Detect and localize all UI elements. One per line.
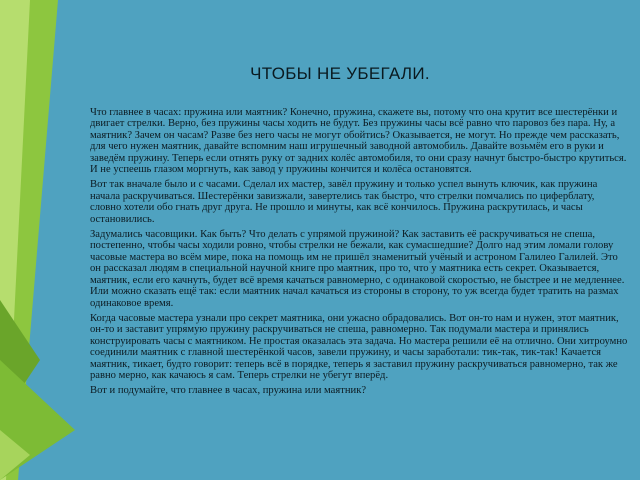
paragraph: Вот так вначале было и с часами. Сделал их мастер, завёл пружину и только успел вынуть ключик, как пружина начала раскручиваться. Шестерёнки завизжали, завертелись так быстро, что стрелки помчались по циферблату, словно хотели обо гнать друг друга. Не прошло и минуты, как всё кончилось. Пружина раскрутилась, и часы остановились. (90, 179, 598, 225)
paragraph: Когда часовые мастера узнали про секрет маятника, они ужасно обрадовались. Вот он-то нам и нужен, этот маятник, он-то и заставит упрямую пружину раскручиваться не спеша, равномерно. Так подумали мастера и принялись конструировать часы с маятником. Не простая оказалась эта задача. Но мастера решили её на отлично. Они хитроумно соединили маятник с главной шестерёнкой часов, завели пружину, и часы заработали: тик-так, тик-так! Качается маятник, тикает, будто говорит: теперь всё в порядке, теперь я заставил пружину раскручиваться равномерно, так же равно мерно, как качаюсь я сам. Теперь стрелки не убегут вперёд. (90, 312, 628, 381)
paragraph: Что главнее в часах: пружина или маятник? Конечно, пружина, скажете вы, потому что она крутит все шестерёнки и двигает стрелки. Верно, без пружины часы ходить не будут. Без пружины часы всё равно что паровоз без пара. Ну, а маятник? Зачем он часам? Разве без него часы не могут обойтись? Оказывается, не могут. Но прежде чем рассказать, для чего нужен маятник, давайте вспомним наш игрушечный заводной автомобиль. Давайте возьмём его в руки и заведём пружину. Теперь если отнять руку от задних колёс автомобиля, то они сразу начнут быстро-быстро крутиться. И не успеешь глазом моргнуть, как завод у пружины кончится и колёса остановятся. (90, 107, 627, 176)
paragraph: Задумались часовщики. Как быть? Что делать с упрямой пружиной? Как заставить её раскручиваться не спеша, постепенно, чтобы часы ходили ровно, чтобы стрелки не бежали, как сумасшедшие? Долго над этим ломали голову часовые мастера во всём мире, пока на помощь им не пришёл знаменитый учёный и астроном Галилео Галилей. Это он рассказал людям в специальной научной книге про маятник, про то, что у маятника есть секрет. Оказывается, маятник, если его качнуть, будет всё время качаться равномерно, с одинаковой скоростью, не быстрее и не медленнее. Или можно сказать ещё так: если маятник начал качаться из стороны в сторону, то уж всегда будет тратить на размах одинаковое время. (90, 229, 625, 309)
slide-title: ЧТОБЫ НЕ УБЕГАЛИ. (250, 64, 430, 83)
paragraph: Вот и подумайте, что главнее в часах, пружина или маятник? (90, 385, 367, 397)
slide-body (90, 107, 628, 401)
